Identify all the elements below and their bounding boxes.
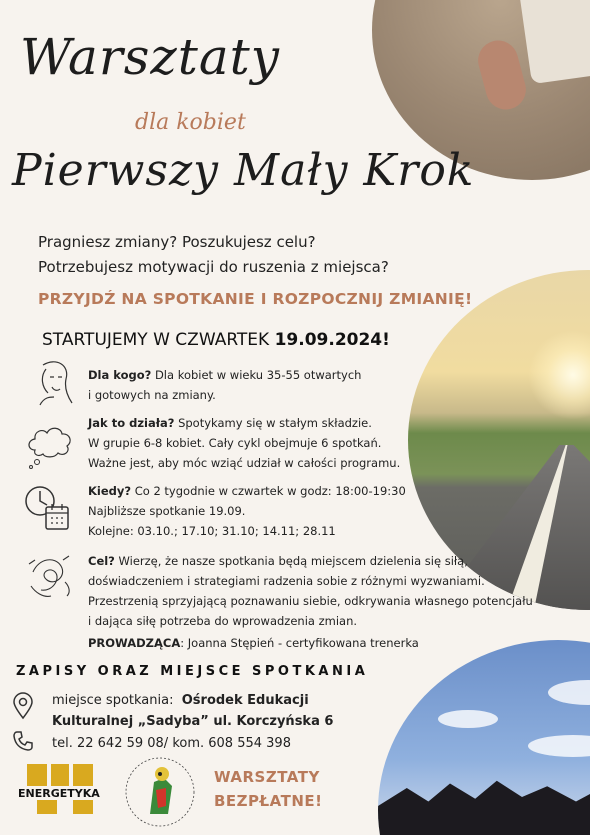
item-how: Jak to działa? Spotykamy się w stałym składzie. W grupie 6-8 kobiet. Cały cykl obejmuje 6 spotkań. Ważne jest, aby móc wziąć udział w całości programu. (88, 416, 401, 470)
title-workshops: Warsztaty (20, 28, 281, 86)
thought-cloud-icon (25, 420, 75, 470)
phone-number: tel. 22 642 59 08/ kom. 608 554 398 (52, 736, 291, 751)
sky-people-photo (378, 640, 590, 835)
phone-icon (12, 730, 34, 752)
free-workshops-line-1: WARSZTATY (214, 768, 320, 786)
call-to-action: PRZYJDŹ NA SPOTKANIE I ROZPOCZNIJ ZMIANIĘ! (38, 290, 473, 308)
title-program-name: Pierwszy Mały Krok (12, 145, 475, 196)
item-goal: Cel? Wierzę, że nasze spotkania będą miejscem dzielenia się siłą, doświadczeniem i strategiami radzenia sobie z różnymi wyzwaniami. Przestrzenią sprzyjającą poznawaniu siebie, odkrywania własnego potencjału i dająca siłę potrzeba do wprowadzenia zmian. (88, 554, 533, 628)
item-when-label: Kiedy? (88, 484, 132, 498)
host-label: PROWADZĄCA (88, 636, 181, 650)
title-for-women: dla kobiet (135, 110, 246, 135)
intro-question-1: Pragniesz zmiany? Poszukujesz celu? (38, 233, 316, 251)
item-who-label: Dla kogo? (88, 368, 152, 382)
place-line-2 (52, 714, 333, 729)
place-line-1: miejsce spotkania: Ośrodek Edukacji (52, 693, 309, 708)
item-when: Kiedy? Co 2 tygodnie w czwartek w godz: 18:00-19:30 Najbliższe spotkanie 19.09. Kolejne: 03.10.; 17.10; 31.10; 14.11; 28.11 (88, 484, 406, 538)
start-date: 19.09.2024! (274, 330, 390, 350)
section-title: ZAPISY ORAZ MIEJSCE SPOTKANIA (16, 664, 369, 679)
intro-question-2: Potrzebujesz motywacji do ruszenia z miejsca? (38, 258, 389, 276)
woman-face-icon (28, 357, 78, 407)
item-goal-label: Cel? (88, 554, 115, 568)
place-name-1: Ośrodek Edukacji (181, 693, 309, 708)
location-pin-icon (12, 692, 34, 720)
start-date-line: STARTUJEMY W CZWARTEK 19.09.2024! (42, 330, 390, 350)
free-workshops-line-2: BEZPŁATNE! (214, 792, 323, 810)
scribble-icon (25, 552, 75, 602)
host-line: PROWADZĄCA: Joanna Stępień - certyfikowana trenerka (88, 636, 419, 650)
clock-calendar-icon (22, 483, 72, 533)
item-who: Dla kogo? Dla kobiet w wieku 35-55 otwartych i gotowych na zmiany. (88, 368, 362, 402)
place-name-2: Kulturalnej „Sadyba” ul. Korczyńska 6 (52, 714, 334, 729)
item-how-label: Jak to działa? (88, 416, 175, 430)
sadyba-logo (120, 752, 200, 832)
energetyka-logo-text: ENERGETYKA (18, 787, 100, 800)
